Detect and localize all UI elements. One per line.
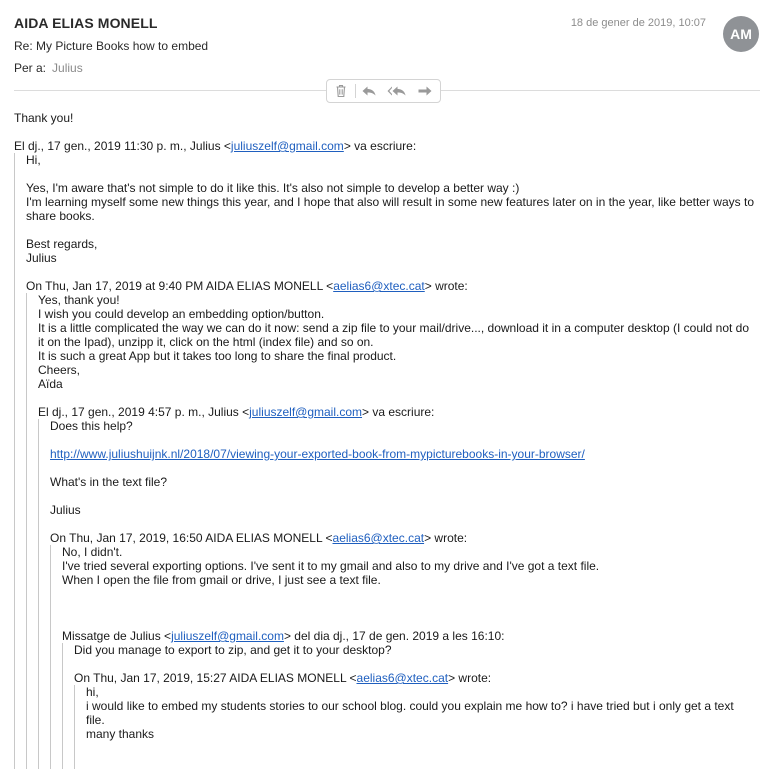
reply-all-icon[interactable]	[382, 80, 411, 102]
attribution-text: On Thu, Jan 17, 2019, 16:50 AIDA ELIAS MONELL <	[50, 531, 333, 545]
email-link[interactable]: juliuszelf@gmail.com	[249, 405, 363, 419]
attribution-text: Missatge de Julius <	[62, 629, 172, 643]
quote-line: No, I didn't.	[62, 545, 123, 559]
attribution-text: > del dia dj., 17 de gen. 2019 a les 16:10:	[283, 629, 505, 643]
quote-attribution	[62, 629, 754, 643]
sender-name: AIDA ELIAS MONELL	[14, 15, 158, 31]
attribution-text: > wrote:	[424, 279, 468, 293]
quote-line: I've tried several exporting options. I've sent it to my gmail and also to my drive and I've got a text file.	[62, 559, 600, 573]
quote-line: It is such a great App but it takes too long to share the final product.	[38, 349, 397, 363]
recipient-name[interactable]: Julius	[52, 61, 83, 75]
quoted-message	[74, 685, 754, 769]
attribution-text: On Thu, Jan 17, 2019 at 9:40 PM AIDA ELIAS MONELL <	[26, 279, 334, 293]
quoted-message	[38, 419, 754, 769]
quote-line: What's in the text file?	[50, 475, 168, 489]
quoted-message	[26, 293, 754, 769]
quoted-message	[14, 153, 758, 769]
trash-icon[interactable]	[327, 80, 355, 102]
quote-attribution	[50, 531, 754, 545]
email-subject: Re: My Picture Books how to embed	[14, 39, 209, 53]
quote-line: Julius	[26, 251, 57, 265]
quote-line	[50, 447, 754, 461]
attribution-text: El dj., 17 gen., 2019 4:57 p. m., Julius <	[38, 405, 250, 419]
attribution-text: On Thu, Jan 17, 2019, 15:27 AIDA ELIAS MONELL <	[74, 671, 357, 685]
attribution-text: > va escriure:	[343, 139, 417, 153]
email-link[interactable]: aelias6@xtec.cat	[333, 279, 425, 293]
message-body	[14, 111, 758, 769]
attribution-text: > wrote:	[448, 671, 492, 685]
avatar: AM	[723, 16, 759, 52]
quote-attribution	[14, 139, 754, 153]
attribution-text: > wrote:	[424, 531, 468, 545]
email-link[interactable]: aelias6@xtec.cat	[332, 531, 425, 545]
quote-line: Aïda	[38, 377, 63, 391]
quote-line: Yes, I'm aware that's not simple to do it like this. It's also not simple to develop a better way :)	[26, 181, 520, 195]
quote-line: hi,	[86, 685, 99, 699]
email-link[interactable]: juliuszelf@gmail.com	[230, 139, 344, 153]
quote-attribution	[38, 405, 754, 419]
quote-attribution	[74, 671, 754, 685]
email-date: 18 de gener de 2019, 10:07	[570, 17, 706, 29]
reply-text: Thank you!	[14, 111, 74, 125]
forward-icon[interactable]	[411, 80, 439, 102]
attribution-text: > va escriure:	[362, 405, 435, 419]
quoted-message	[62, 643, 754, 769]
to-label: Per a:	[14, 61, 47, 75]
quote-line: When I open the file from gmail or drive, I just see a text file.	[62, 573, 381, 587]
quote-line: I wish you could develop an embedding option/button.	[38, 307, 325, 321]
attribution-text: El dj., 17 gen., 2019 11:30 p. m., Julius <	[14, 139, 231, 153]
email-link[interactable]: juliuszelf@gmail.com	[171, 629, 284, 643]
quote-line: Does this help?	[50, 419, 133, 433]
quote-line: Cheers,	[38, 363, 81, 377]
quote-line: many thanks	[86, 727, 155, 741]
quote-line: i would like to embed my students stories to our school blog. could you explain me how to? i have tried but i only get a text file.	[86, 699, 738, 727]
quote-line: Julius	[50, 503, 81, 517]
reply-icon[interactable]	[356, 80, 382, 102]
quote-attribution	[26, 279, 754, 293]
quote-line: It is a little complicated the way we can do it now: send a zip file to your mail/drive..., download it in a computer desktop (I could not do it on the Ipad), unzipp it, click on the html (index file) and so on.	[38, 321, 753, 349]
quote-line: Did you manage to export to zip, and get it to your desktop?	[74, 643, 392, 657]
quote-line: Best regards,	[26, 237, 98, 251]
email-link[interactable]: aelias6@xtec.cat	[356, 671, 449, 685]
quoted-message	[50, 545, 754, 769]
recipient-row	[14, 61, 83, 75]
quote-line: Yes, thank you!	[38, 293, 120, 307]
quote-line: I'm learning myself some new things this year, and I hope that also will result in some new features later on in the year, like better ways to share books.	[26, 195, 758, 223]
quote-line: Hi,	[26, 153, 41, 167]
blog-link[interactable]: http://www.juliushuijnk.nl/2018/07/viewing-your-exported-book-from-mypicturebooks-in-your-browser/	[50, 447, 585, 461]
message-toolbar	[326, 79, 441, 103]
